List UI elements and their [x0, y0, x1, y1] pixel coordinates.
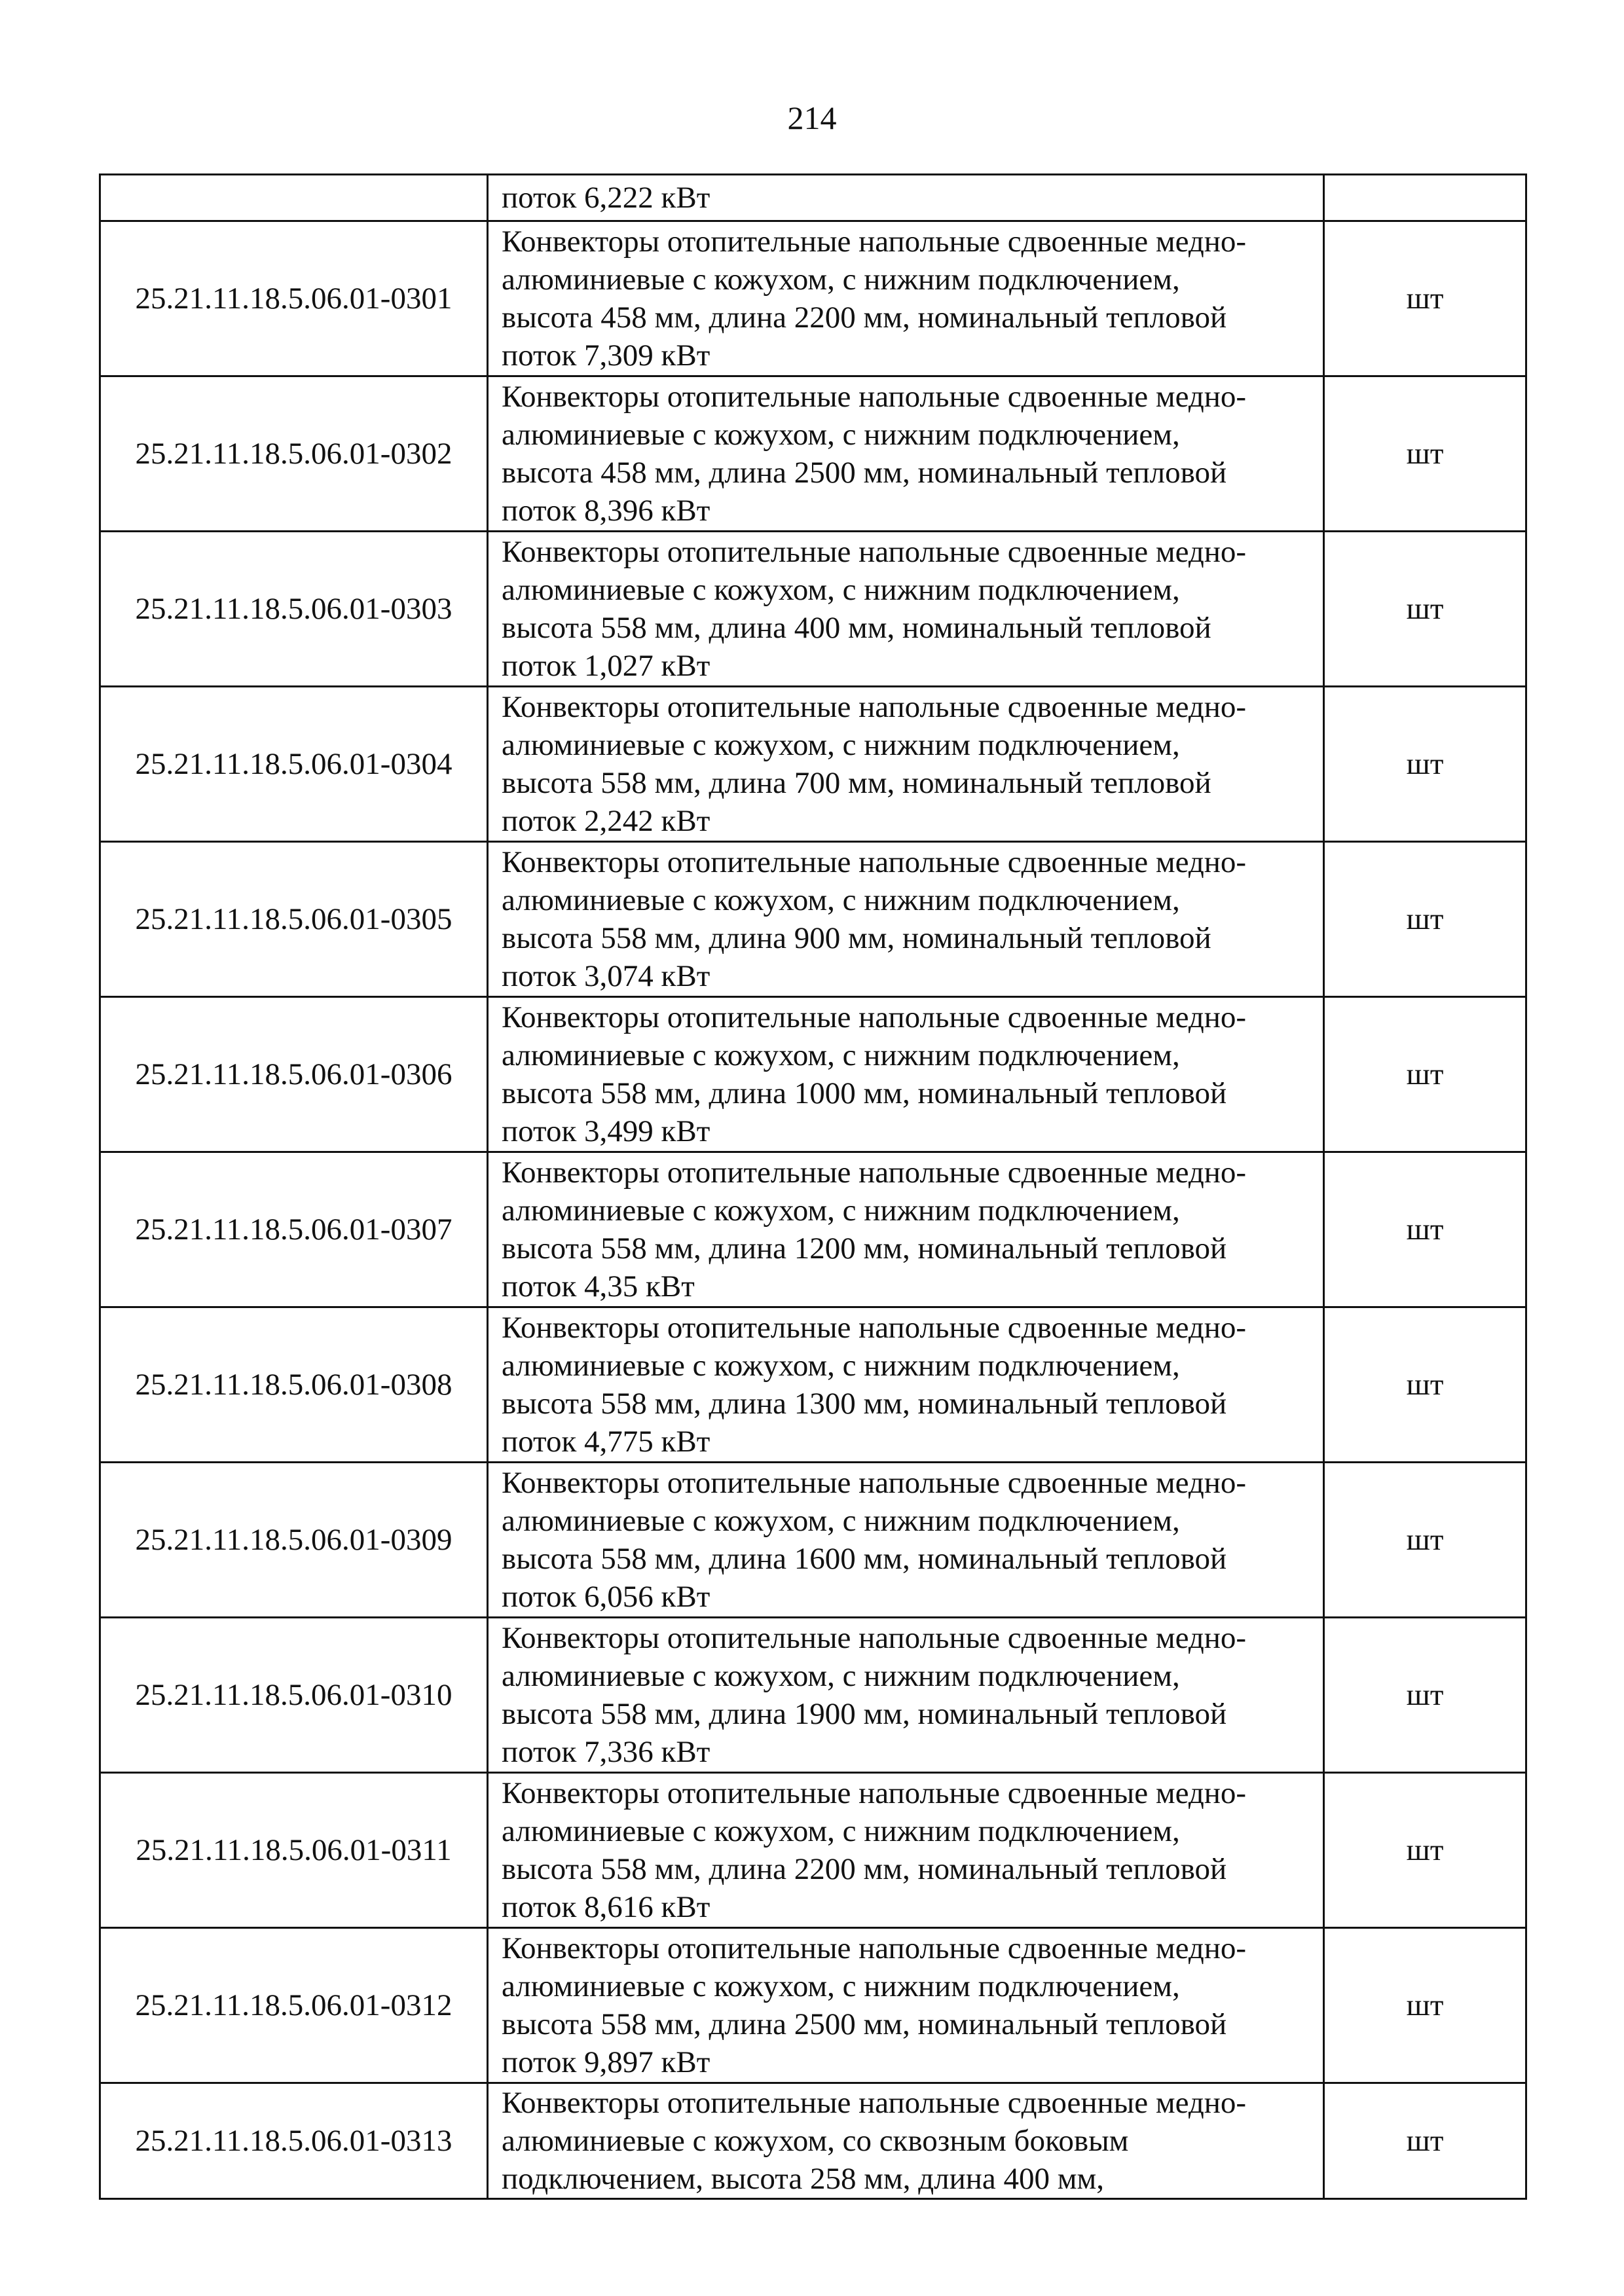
row-code: 25.21.11.18.5.06.01-0312: [100, 1928, 488, 2083]
row-unit: шт: [1324, 1463, 1526, 1618]
row-description: [488, 1463, 1324, 1618]
description-line: Конвекторы отопительные напольные сдвоенные медно-: [502, 1776, 1247, 1810]
row-description: [488, 175, 1324, 221]
description-line: алюминиевые с кожухом, с нижним подключением,: [502, 1659, 1180, 1693]
description-line: высота 558 мм, длина 400 мм, номинальный тепловой: [502, 611, 1211, 645]
description-line: Конвекторы отопительные напольные сдвоенные медно-: [502, 845, 1247, 879]
description-line: Конвекторы отопительные напольные сдвоенные медно-: [502, 1000, 1247, 1034]
row-unit: шт: [1324, 221, 1526, 376]
description-line: Конвекторы отопительные напольные сдвоенные медно-: [502, 690, 1247, 724]
table-row: [100, 1618, 1526, 1773]
table-row: [100, 997, 1526, 1152]
description-line: Конвекторы отопительные напольные сдвоенные медно-: [502, 1931, 1247, 1965]
row-unit: [1324, 175, 1526, 221]
row-unit: шт: [1324, 1307, 1526, 1463]
row-code: 25.21.11.18.5.06.01-0310: [100, 1618, 488, 1773]
row-unit: шт: [1324, 1928, 1526, 2083]
row-unit: шт: [1324, 842, 1526, 997]
table-row: [100, 1152, 1526, 1307]
table-row: [100, 532, 1526, 687]
description-line: поток 9,897 кВт: [502, 2045, 710, 2079]
table-row: [100, 1307, 1526, 1463]
row-description: [488, 1773, 1324, 1928]
row-description: [488, 1307, 1324, 1463]
table-row: [100, 1773, 1526, 1928]
row-description: [488, 221, 1324, 376]
description-line: алюминиевые с кожухом, со сквозным боковым: [502, 2124, 1129, 2158]
description-line: высота 558 мм, длина 1000 мм, номинальный тепловой: [502, 1076, 1227, 1110]
row-code: 25.21.11.18.5.06.01-0313: [100, 2083, 488, 2199]
description-line: алюминиевые с кожухом, с нижним подключением,: [502, 1194, 1180, 1228]
description-line: поток 7,309 кВт: [502, 338, 710, 373]
row-code: 25.21.11.18.5.06.01-0305: [100, 842, 488, 997]
description-line: высота 558 мм, длина 900 мм, номинальный тепловой: [502, 921, 1211, 955]
description-line: поток 4,775 кВт: [502, 1425, 710, 1459]
description-line: высота 558 мм, длина 2500 мм, номинальный тепловой: [502, 2007, 1227, 2041]
description-line: алюминиевые с кожухом, с нижним подключением,: [502, 1969, 1180, 2003]
description-line: высота 558 мм, длина 1900 мм, номинальный тепловой: [502, 1697, 1227, 1731]
row-unit: шт: [1324, 997, 1526, 1152]
row-code: 25.21.11.18.5.06.01-0303: [100, 532, 488, 687]
table-row: [100, 221, 1526, 376]
description-line: алюминиевые с кожухом, с нижним подключением,: [502, 1814, 1180, 1848]
description-line: алюминиевые с кожухом, с нижним подключением,: [502, 1504, 1180, 1538]
row-code: 25.21.11.18.5.06.01-0307: [100, 1152, 488, 1307]
description-line: высота 558 мм, длина 1300 мм, номинальный тепловой: [502, 1387, 1227, 1421]
table-row: [100, 1928, 1526, 2083]
row-description: [488, 1928, 1324, 2083]
row-unit: шт: [1324, 2083, 1526, 2199]
description-line: поток 6,222 кВт: [502, 181, 710, 215]
table-row: [100, 842, 1526, 997]
table-row: [100, 376, 1526, 532]
description-line: высота 458 мм, длина 2200 мм, номинальный тепловой: [502, 301, 1227, 335]
description-line: поток 8,616 кВт: [502, 1890, 710, 1924]
description-line: Конвекторы отопительные напольные сдвоенные медно-: [502, 380, 1247, 414]
row-description: [488, 687, 1324, 842]
description-line: поток 8,396 кВт: [502, 494, 710, 528]
description-line: поток 1,027 кВт: [502, 649, 710, 683]
row-unit: шт: [1324, 1773, 1526, 1928]
row-description: [488, 1152, 1324, 1307]
description-line: высота 558 мм, длина 2200 мм, номинальный тепловой: [502, 1852, 1227, 1886]
description-line: поток 7,336 кВт: [502, 1735, 710, 1769]
description-line: высота 558 мм, длина 1600 мм, номинальный тепловой: [502, 1542, 1227, 1576]
description-line: поток 4,35 кВт: [502, 1269, 695, 1303]
table-body: [100, 175, 1526, 2199]
row-unit: шт: [1324, 1152, 1526, 1307]
row-code: 25.21.11.18.5.06.01-0308: [100, 1307, 488, 1463]
row-code: 25.21.11.18.5.06.01-0301: [100, 221, 488, 376]
row-code: 25.21.11.18.5.06.01-0309: [100, 1463, 488, 1618]
description-line: высота 558 мм, длина 1200 мм, номинальный тепловой: [502, 1231, 1227, 1266]
description-line: Конвекторы отопительные напольные сдвоенные медно-: [502, 1621, 1247, 1655]
row-description: [488, 532, 1324, 687]
description-line: высота 458 мм, длина 2500 мм, номинальный тепловой: [502, 456, 1227, 490]
row-unit: шт: [1324, 376, 1526, 532]
description-line: алюминиевые с кожухом, с нижним подключением,: [502, 263, 1180, 297]
row-description: [488, 2083, 1324, 2199]
description-line: Конвекторы отопительные напольные сдвоенные медно-: [502, 535, 1247, 569]
row-unit: шт: [1324, 1618, 1526, 1773]
table-row: [100, 2083, 1526, 2199]
description-line: поток 2,242 кВт: [502, 804, 710, 838]
description-line: Конвекторы отопительные напольные сдвоенные медно-: [502, 1466, 1247, 1500]
page-number: 214: [787, 100, 837, 136]
row-description: [488, 997, 1324, 1152]
description-line: алюминиевые с кожухом, с нижним подключением,: [502, 728, 1180, 762]
table-row: [100, 1463, 1526, 1618]
description-line: высота 558 мм, длина 700 мм, номинальный тепловой: [502, 766, 1211, 800]
description-line: алюминиевые с кожухом, с нижним подключением,: [502, 418, 1180, 452]
row-code: 25.21.11.18.5.06.01-0302: [100, 376, 488, 532]
row-description: [488, 376, 1324, 532]
price-table: [99, 173, 1527, 2200]
description-line: подключением, высота 258 мм, длина 400 мм,: [502, 2162, 1104, 2196]
description-line: поток 3,499 кВт: [502, 1114, 710, 1148]
row-code: 25.21.11.18.5.06.01-0306: [100, 997, 488, 1152]
description-line: поток 3,074 кВт: [502, 959, 710, 993]
description-line: алюминиевые с кожухом, с нижним подключением,: [502, 573, 1180, 607]
description-line: Конвекторы отопительные напольные сдвоенные медно-: [502, 225, 1247, 259]
row-code: 25.21.11.18.5.06.01-0304: [100, 687, 488, 842]
table-row: [100, 175, 1526, 221]
row-code: 25.21.11.18.5.06.01-0311: [100, 1773, 488, 1928]
table-row: [100, 687, 1526, 842]
row-code: [100, 175, 488, 221]
description-line: алюминиевые с кожухом, с нижним подключением,: [502, 1038, 1180, 1072]
description-line: алюминиевые с кожухом, с нижним подключением,: [502, 883, 1180, 917]
description-line: Конвекторы отопительные напольные сдвоенные медно-: [502, 2086, 1247, 2120]
row-description: [488, 1618, 1324, 1773]
description-line: Конвекторы отопительные напольные сдвоенные медно-: [502, 1311, 1247, 1345]
description-line: алюминиевые с кожухом, с нижним подключением,: [502, 1349, 1180, 1383]
description-line: поток 6,056 кВт: [502, 1580, 710, 1614]
row-unit: шт: [1324, 532, 1526, 687]
row-unit: шт: [1324, 687, 1526, 842]
row-description: [488, 842, 1324, 997]
description-line: Конвекторы отопительные напольные сдвоенные медно-: [502, 1156, 1247, 1190]
